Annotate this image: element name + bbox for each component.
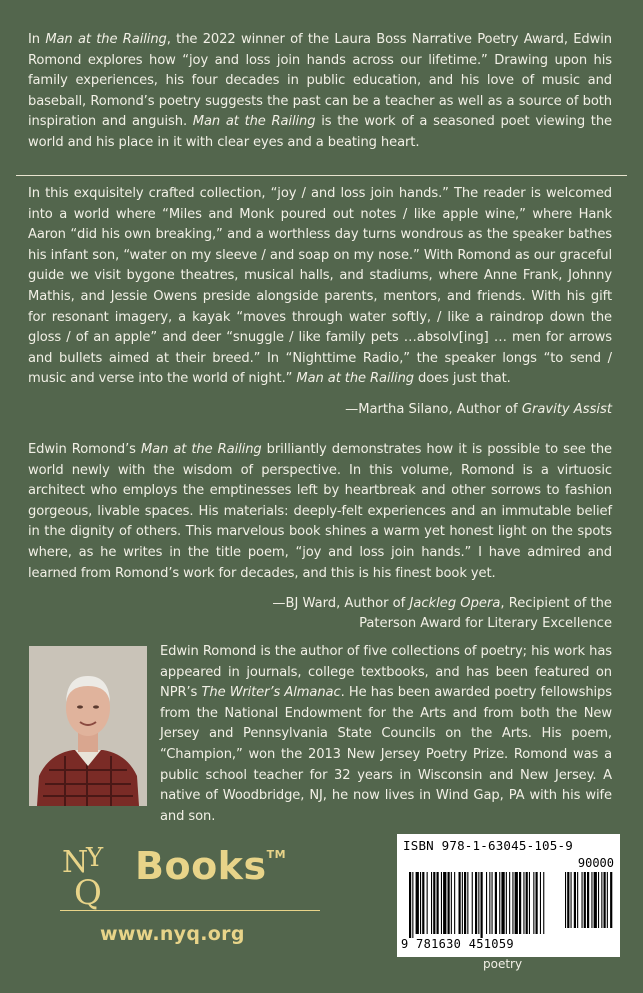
barcode-addon-bar (582, 872, 583, 928)
barcode-bar (536, 872, 538, 934)
attribution-text: , Recipient of the (500, 596, 612, 611)
ward-attribution-line2: Paterson Award for Literary Excellence (359, 616, 612, 631)
monogram-n: N (62, 845, 89, 880)
isbn-barcode (397, 834, 620, 957)
barcode-bar (533, 872, 534, 934)
text-run: brilliantly demonstrates how it is possible to see the world newly with the wisdom of perspective. In this volume, Romond is a virtuosic architect who employs the emptinesses left by heartbreak and other sorrows to fashion gorgeous, livable spaces. His materials: deeply-felt experiences and an immutable belief in the dignity of others. This marvelous book shines a warm yet honest light on the spots where, as he writes in the title poem, “joy and loss join hands.” I have admired and learned from Romond’s work for decades, and this is his finest book yet. (28, 442, 613, 581)
text-run: . He has been awarded poetry fellowships from the National Endowment for the Arts and from both the New Jersey and Pennsylvania State Councils on the Arts. His poem, “Champion,” won the 2013 New Jersey Poetry Prize. Romond was a public school teacher for 32 years in Wisconsin and New Jersey. A native of Woodbridge, NJ, he now lives in Wind Gap, PA with his wife and son. (160, 685, 612, 824)
divider-top (16, 175, 627, 176)
barcode-bar (523, 872, 524, 934)
barcode-bar (529, 872, 530, 934)
barcode-bar (543, 872, 544, 934)
italic-title: Man at the Railing (296, 371, 414, 387)
ward-blurb (28, 440, 612, 584)
italic-title: Man at the Railing (140, 442, 262, 457)
barcode-addon-bar (607, 872, 608, 928)
barcode-bar (431, 872, 432, 934)
barcode-bar (433, 872, 435, 934)
barcode-bar (454, 872, 455, 934)
barcode-bar (422, 872, 424, 934)
text-run: , the 2022 winner of the Laura Boss Narrative Poetry Award, Edwin Romond explores how “joy and loss join hands across our lifetime.” Drawing upon his family experiences, his four decades in public education, and his love of music and baseball, Romond’s poetry suggests the past can be a teacher as well as a source of both inspiration and anguish. (28, 32, 612, 130)
silano-attribution (345, 400, 612, 421)
author-bio (160, 642, 612, 827)
barcode-bar (451, 872, 452, 934)
barcode-addon-bar (601, 872, 602, 928)
barcode-addon-bar (598, 872, 599, 928)
barcode-bar (437, 872, 439, 934)
barcode-addon-bar (571, 872, 572, 928)
barcode-bar (409, 872, 411, 938)
publisher-url[interactable]: www.nyq.org (100, 923, 245, 945)
barcode-bar (478, 872, 479, 934)
silano-blurb (28, 184, 612, 390)
barcode-addon-bar (574, 872, 576, 928)
isbn-label: ISBN 978-1-63045-105-9 (403, 838, 573, 853)
book-description (28, 30, 612, 154)
text-run: does just that. (414, 371, 511, 387)
barcode-bar (416, 872, 419, 934)
nyq-books-logo (60, 838, 320, 918)
nyq-monogram (60, 838, 140, 910)
text-run: In this exquisitely crafted collection, “joy / and loss join hands.” The reader is welcomed into a world where “Miles and Monk poured out notes / like apple wine,” where Hank Aaron “did his own breaking,” and a worthless day turns wondrous as the speaker bathes his infant son, “water on my sleeve / and soap on my nose.” With Romond as our graceful guide we visit bygone theatres, musical halls, and stadiums, where Anne Frank, Johnny Mathis, and Jessie Owens preside alongside parents, mentors, and friends. With his gift for resonant imagery, a kayak “moves through water softly, / like a raindrop down the gloss / of an apple” and deer “snuggle / like family pets …absolv[ing] … men for arrows and bullets aimed at their breed.” In “Nighttime Radio,” the speaker longs “to send / music and verse into the world of night.” (28, 186, 612, 387)
text-run: is the work of a seasoned poet viewing the world and his place in it with clear eyes and a beating heart. (28, 114, 612, 150)
trademark-symbol: TM (266, 848, 287, 861)
barcode-bar (464, 872, 466, 934)
barcode-bar (462, 872, 463, 934)
text-run: Edwin Romond’s (28, 442, 141, 457)
attribution-text: —Martha Silano, Author of (345, 402, 522, 417)
barcode-bar (472, 872, 473, 934)
barcode-bar (467, 872, 468, 934)
barcode-bar (475, 872, 477, 934)
barcode-addon-bar (594, 872, 597, 928)
ward-attribution-line1 (272, 594, 612, 615)
barcode-bar (512, 872, 513, 934)
barcode-bar (501, 872, 504, 934)
barcode-bar (519, 872, 521, 934)
attribution-text: —BJ Ward, Author of (272, 596, 410, 611)
barcode-addon-bar (604, 872, 606, 928)
barcode-bar (427, 872, 428, 934)
barcode-bar (448, 872, 450, 934)
attribution-book-title: Jackleg Opera (409, 596, 501, 611)
barcode-bar (486, 872, 487, 934)
author-photo (29, 646, 147, 806)
barcode-bar (441, 872, 442, 934)
logo-wordmark (135, 844, 286, 888)
category-label: poetry (483, 957, 523, 971)
barcode-bar (526, 872, 528, 934)
italic-title: Man at the Railing (192, 114, 316, 130)
barcode-addon-bar (587, 872, 589, 928)
price-code: 90000 (577, 856, 614, 870)
text-run: Edwin Romond is the author of five collections of poetry; his work has appeared in journals, college textbooks, and has been featured on NPR’s (160, 644, 612, 701)
logo-word: Books (135, 844, 267, 888)
barcode-bar (443, 872, 446, 934)
barcode-bar (506, 872, 507, 934)
italic-title: Man at the Railing (45, 32, 167, 47)
barcode-bar (499, 872, 500, 934)
barcode-bar (481, 872, 483, 938)
barcode-addon-bar (577, 872, 578, 928)
barcode-bar (492, 872, 493, 934)
barcode-bar (459, 872, 461, 934)
text-run: In (28, 32, 46, 47)
logo-underline (60, 910, 320, 911)
barcode-addon-bar (565, 872, 566, 928)
barcode-bar (420, 872, 421, 934)
barcode-addon-bar (584, 872, 586, 928)
attribution-book-title: Gravity Assist (521, 402, 612, 417)
barcode-bar (495, 872, 497, 934)
barcode-bar (509, 872, 510, 934)
monogram-q: Q (74, 873, 102, 910)
italic-title: The Writer’s Almanac (201, 685, 341, 701)
barcode-addon-bar (567, 872, 569, 928)
barcode-addon-bar (591, 872, 592, 928)
ean-digits: 9 781630 451059 (401, 937, 514, 951)
monogram-y: Y (86, 843, 104, 873)
barcode-addon-bar (610, 872, 612, 928)
barcode-bar (412, 872, 413, 938)
barcode-bar (540, 872, 541, 934)
barcode-bar (489, 872, 490, 934)
barcode-bar (515, 872, 518, 934)
